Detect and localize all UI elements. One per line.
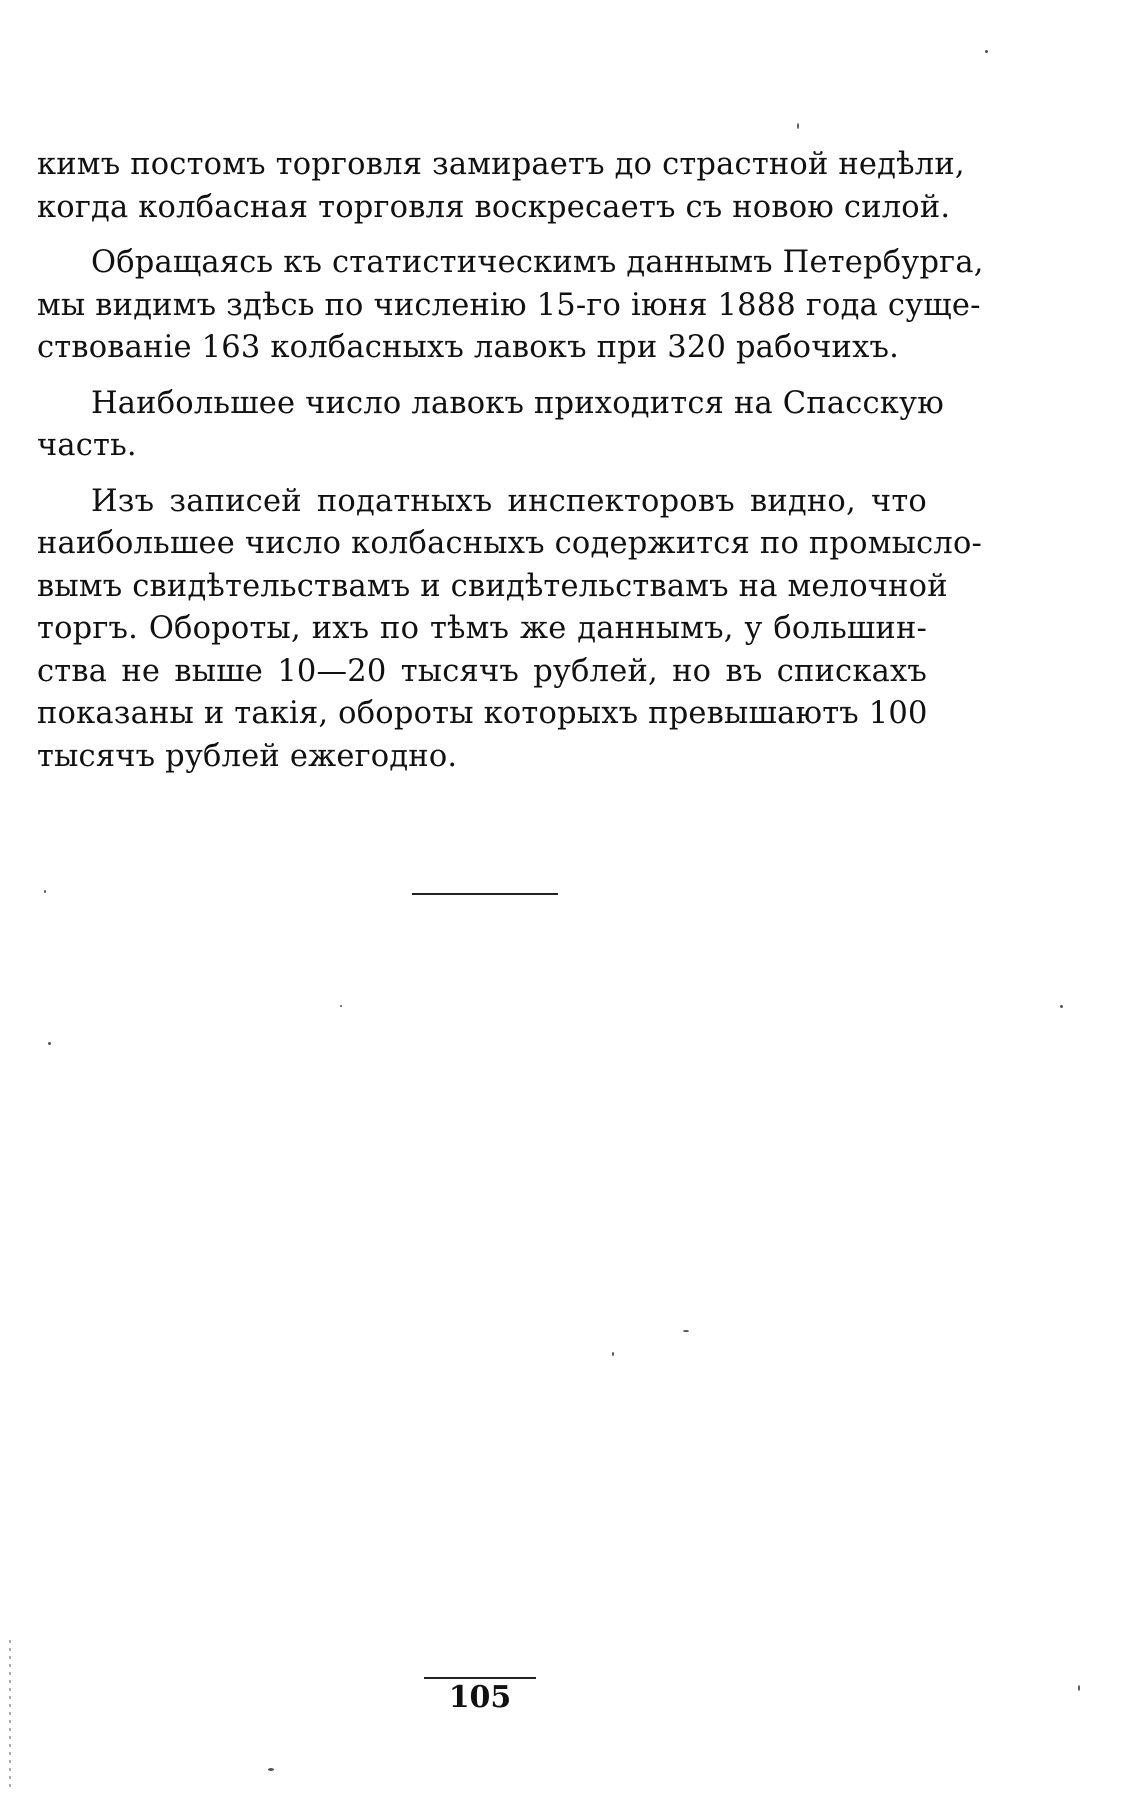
paragraph-1	[37, 144, 965, 229]
scan-speck	[683, 1330, 689, 1332]
text-line: Изъ записей податныхъ инспекторовъ видно, что	[91, 483, 927, 519]
section-end-rule	[412, 893, 558, 895]
page-number: 105	[448, 1680, 512, 1715]
text-line: ства не выше 10—20 тысячъ рублей, но въ спискахъ	[37, 653, 927, 689]
paragraph-2	[37, 242, 984, 370]
text-line: торгъ. Обороты, ихъ по тѣмъ же даннымъ, у большин-	[37, 611, 927, 646]
scan-edge-mark	[9, 1640, 11, 1790]
paragraph-3	[37, 383, 944, 468]
body-text	[37, 144, 984, 791]
text-line: тысячъ рублей ежегодно.	[37, 738, 458, 774]
scan-speck	[340, 1005, 342, 1007]
page-number-rule	[424, 1677, 536, 1679]
scan-speck	[1060, 1005, 1063, 1008]
text-line: кимъ постомъ торговля замираетъ до страстной недѣли,	[37, 147, 965, 182]
scan-speck	[48, 1042, 51, 1045]
text-line: показаны и такія, обороты которыхъ превышаютъ 100	[37, 696, 928, 731]
scan-speck	[612, 1352, 614, 1356]
text-line: мы видимъ здѣсь по численію 15-го іюня 1888 года суще-	[37, 287, 981, 323]
text-line: Обращаясь къ статистическимъ даннымъ Петербурга,	[91, 245, 984, 280]
scan-speck	[797, 123, 799, 129]
scan-speck	[1078, 1685, 1080, 1691]
scan-speck	[268, 1768, 274, 1771]
scan-speck	[985, 50, 988, 53]
text-line: наибольшее число колбасныхъ содержится по промысло-	[37, 526, 983, 561]
paragraph-4	[37, 481, 983, 779]
text-line: ствованіе 163 колбасныхъ лавокъ при 320 рабочихъ.	[37, 330, 899, 365]
text-line: часть.	[37, 428, 137, 463]
scan-speck	[44, 890, 46, 893]
text-line: когда колбасная торговля воскресаетъ съ новою силой.	[37, 189, 951, 225]
text-line: вымъ свидѣтельствамъ и свидѣтельствамъ на мелочной	[37, 568, 948, 604]
text-line: Наибольшее число лавокъ приходится на Спасскую	[91, 385, 944, 421]
